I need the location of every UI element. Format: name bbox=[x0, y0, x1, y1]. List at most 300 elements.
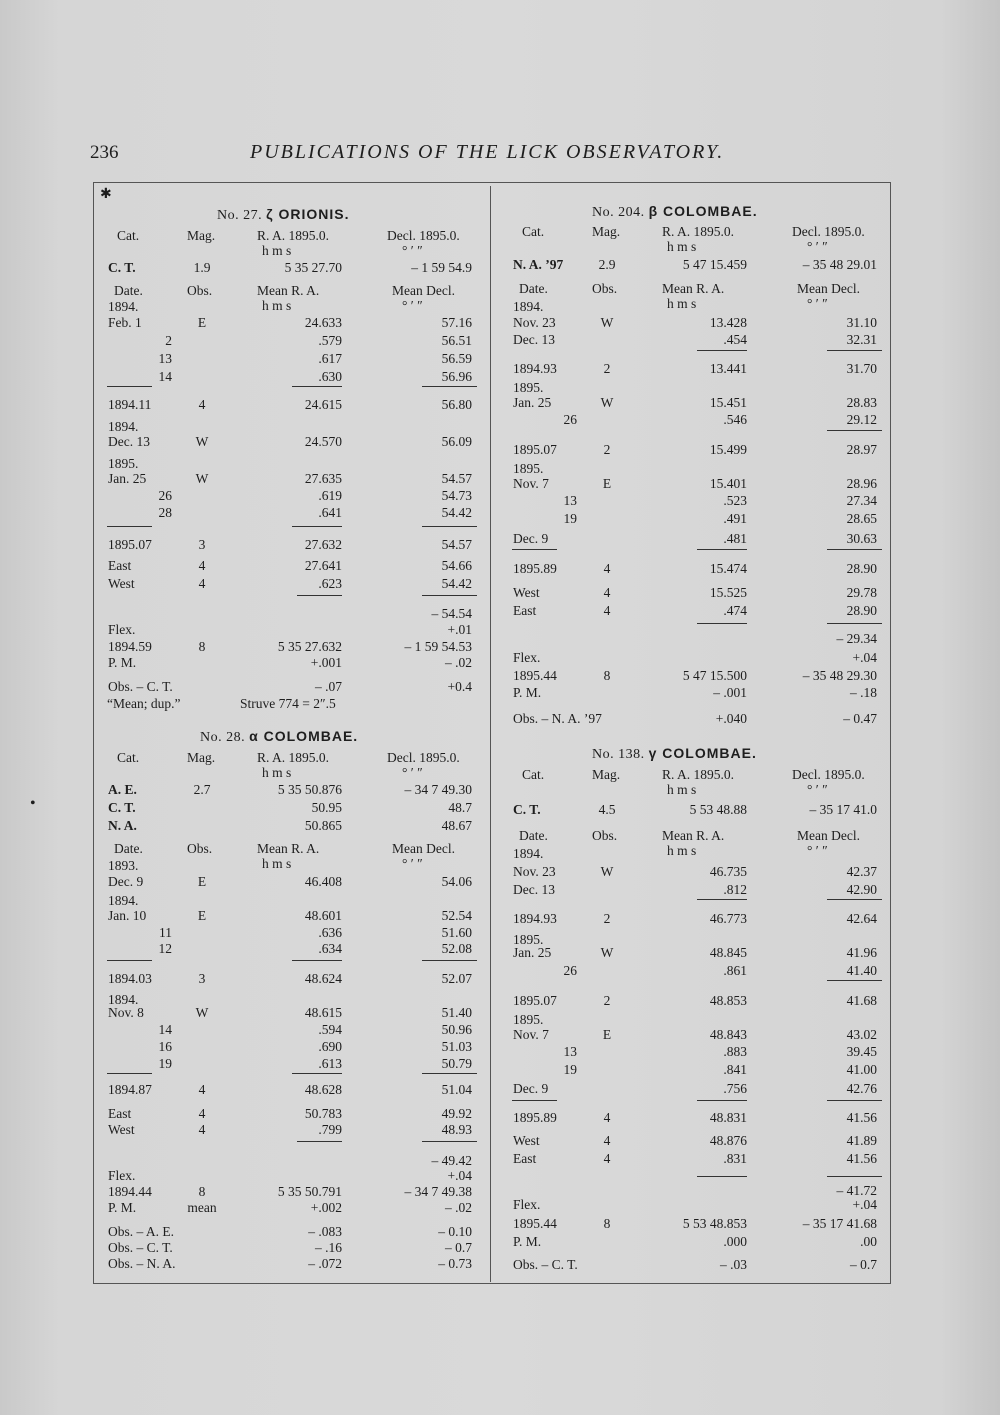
date-cell: East bbox=[513, 603, 537, 618]
ra-cell: 46.408 bbox=[304, 874, 342, 889]
decl-cell: – 0.73 bbox=[438, 1256, 472, 1271]
header-decl: Decl. 1895.0. bbox=[792, 767, 865, 782]
ra-cell: +.001 bbox=[310, 655, 342, 670]
date-cell: 11 bbox=[159, 925, 172, 940]
ra-cell: 27.635 bbox=[304, 471, 342, 486]
date-cell: 1895. bbox=[513, 461, 544, 476]
obs-cell: 8 bbox=[603, 1216, 611, 1231]
ra-cell: 48.624 bbox=[304, 971, 342, 986]
decl-cell: +.04 bbox=[852, 1197, 877, 1212]
date-cell: 26 bbox=[563, 963, 577, 978]
ra-cell: .690 bbox=[318, 1039, 342, 1054]
decl-cell: +0.4 bbox=[447, 679, 472, 694]
ra-cell: 50.783 bbox=[304, 1106, 342, 1121]
decl-cell: 54.06 bbox=[441, 874, 472, 889]
decl-cell: 28.90 bbox=[846, 561, 877, 576]
ra-cell: 27.632 bbox=[304, 537, 342, 552]
ra-cell: .617 bbox=[318, 351, 342, 366]
rule bbox=[292, 526, 342, 527]
rule bbox=[697, 899, 747, 900]
date-cell: Dec. 9 bbox=[513, 531, 549, 546]
decl-cell: 54.66 bbox=[441, 558, 472, 573]
date-cell: 1893. bbox=[108, 858, 139, 873]
obs-cell: 4 bbox=[198, 1106, 206, 1121]
ra-cell: 13.428 bbox=[709, 315, 747, 330]
obs-cell: W bbox=[600, 864, 614, 879]
decl-cell: – 0.47 bbox=[843, 711, 877, 726]
date-cell: 1894.93 bbox=[513, 911, 557, 926]
obs-cell: E bbox=[602, 476, 612, 491]
date-cell: 1895. bbox=[513, 932, 544, 947]
ra-cell: .491 bbox=[723, 511, 747, 526]
star-name: γ COLOMBAE. bbox=[648, 745, 757, 761]
decl-cell: – 0.10 bbox=[438, 1224, 472, 1239]
decl-cell: 41.96 bbox=[846, 945, 877, 960]
date-cell: Jan. 25 bbox=[513, 395, 552, 410]
obs-cell: 4 bbox=[603, 585, 611, 600]
date-cell: 1894. bbox=[108, 992, 139, 1007]
obs-cell: E bbox=[197, 315, 207, 330]
decl-cell: 31.10 bbox=[846, 315, 877, 330]
date-cell: 1895. bbox=[108, 456, 139, 471]
unit-hms: h m s bbox=[262, 856, 292, 871]
obs-cell: 4 bbox=[603, 603, 611, 618]
ra-cell: .454 bbox=[723, 332, 747, 347]
rule bbox=[297, 595, 342, 596]
obs-cell: 8 bbox=[198, 639, 206, 654]
ra-cell: .579 bbox=[318, 333, 342, 348]
decl-cell: .00 bbox=[860, 1234, 877, 1249]
obs-cell: 1.9 bbox=[193, 260, 211, 275]
obs-cell: W bbox=[195, 434, 209, 449]
ra-cell: 50.95 bbox=[311, 800, 342, 815]
date-cell: Flex. bbox=[513, 650, 541, 665]
ra-cell: 5 53 48.853 bbox=[682, 1216, 747, 1231]
obs-cell: 4 bbox=[198, 1082, 206, 1097]
date-cell: West bbox=[513, 1133, 540, 1148]
date-cell: Nov. 23 bbox=[513, 315, 556, 330]
date-cell: 1895. bbox=[513, 1012, 544, 1027]
obs-cell: 2.9 bbox=[598, 257, 616, 272]
rule bbox=[422, 1073, 477, 1074]
rule bbox=[827, 899, 882, 900]
star-number: No. 28. bbox=[200, 730, 250, 745]
ra-cell: 5 35 50.876 bbox=[277, 782, 342, 797]
decl-cell: 39.45 bbox=[846, 1044, 877, 1059]
running-head: PUBLICATIONS OF THE LICK OBSERVATORY. bbox=[250, 141, 725, 163]
date-cell: 1895.07 bbox=[108, 537, 152, 552]
date-cell: Nov. 7 bbox=[513, 1027, 549, 1042]
ra-cell: – .001 bbox=[713, 685, 747, 700]
rule bbox=[697, 350, 747, 351]
date-cell: Nov. 7 bbox=[513, 476, 549, 491]
header-mag: Mag. bbox=[592, 224, 621, 239]
star-title bbox=[200, 728, 358, 746]
decl-cell: – 34 7 49.38 bbox=[404, 1184, 472, 1199]
unit-dms: ° ′ ″ bbox=[807, 843, 828, 858]
rule bbox=[107, 386, 152, 387]
star-number: No. 138. bbox=[592, 747, 649, 762]
header-date: Date. bbox=[114, 841, 143, 856]
date-cell: Flex. bbox=[513, 1197, 541, 1212]
ra-cell: 15.525 bbox=[709, 585, 747, 600]
date-cell: West bbox=[513, 585, 540, 600]
decl-cell: 43.02 bbox=[846, 1027, 877, 1042]
header-obs: Obs. bbox=[187, 841, 213, 856]
ra-cell: 46.735 bbox=[709, 864, 747, 879]
ra-cell: .613 bbox=[318, 1056, 342, 1071]
obs-cell: E bbox=[602, 1027, 612, 1042]
date-cell: 14 bbox=[158, 1022, 172, 1037]
decl-cell: – 35 48 29.30 bbox=[802, 668, 877, 683]
decl-cell: 56.51 bbox=[441, 333, 472, 348]
ra-cell: .630 bbox=[318, 369, 342, 384]
date-cell: 1894. bbox=[108, 893, 139, 908]
date-cell: 28 bbox=[158, 505, 172, 520]
star-title bbox=[592, 203, 758, 221]
rule bbox=[827, 1176, 882, 1177]
ra-cell: +.002 bbox=[310, 1200, 342, 1215]
ra-cell: 5 47 15.459 bbox=[682, 257, 747, 272]
date-cell: East bbox=[513, 1151, 537, 1166]
header-decl: Decl. 1895.0. bbox=[387, 750, 460, 765]
decl-cell: – 35 17 41.0 bbox=[809, 802, 877, 817]
decl-cell: 50.96 bbox=[441, 1022, 472, 1037]
decl-cell: – .18 bbox=[850, 685, 877, 700]
rule bbox=[422, 595, 477, 596]
rule bbox=[422, 960, 477, 961]
ra-cell: 5 53 48.88 bbox=[689, 802, 747, 817]
date-cell: Feb. 1 bbox=[108, 315, 142, 330]
obs-cell: W bbox=[195, 471, 209, 486]
star-name: β COLOMBAE. bbox=[648, 203, 758, 219]
unit-hms: h m s bbox=[667, 296, 697, 311]
star-name: α COLOMBAE. bbox=[249, 728, 359, 744]
decl-cell: 41.56 bbox=[846, 1151, 877, 1166]
ra-cell: 5 35 27.70 bbox=[284, 260, 342, 275]
header-mean-decl: Mean Decl. bbox=[797, 828, 860, 843]
decl-cell: – 41.72 bbox=[836, 1183, 877, 1198]
date-cell: 1895.07 bbox=[513, 993, 557, 1008]
header-mag: Mag. bbox=[187, 228, 216, 243]
rule bbox=[107, 526, 152, 527]
date-cell: 13 bbox=[563, 493, 577, 508]
obs-cell: 4 bbox=[603, 1151, 611, 1166]
ra-cell: 24.615 bbox=[304, 397, 342, 412]
decl-cell: 29.12 bbox=[846, 412, 877, 427]
decl-cell: 30.63 bbox=[846, 531, 877, 546]
date-cell: 1895.44 bbox=[513, 668, 557, 683]
date-cell: 1894.87 bbox=[108, 1082, 152, 1097]
decl-cell: 56.96 bbox=[441, 369, 472, 384]
date-cell: 26 bbox=[563, 412, 577, 427]
date-cell: 1895.07 bbox=[513, 442, 557, 457]
decl-cell: 56.59 bbox=[441, 351, 472, 366]
decl-cell: 49.92 bbox=[441, 1106, 472, 1121]
ra-cell: 48.853 bbox=[709, 993, 747, 1008]
star-number: No. 27. bbox=[217, 208, 267, 223]
decl-cell: – 1 59 54.9 bbox=[411, 260, 472, 275]
header-obs: Obs. bbox=[187, 283, 213, 298]
star-title bbox=[217, 206, 349, 224]
header-ra: R. A. 1895.0. bbox=[662, 767, 735, 782]
note-struve: Struve 774 = 2″.5 bbox=[240, 696, 336, 711]
decl-cell: +.01 bbox=[447, 622, 472, 637]
header-date: Date. bbox=[114, 283, 143, 298]
date-cell: N. A. bbox=[108, 818, 137, 833]
date-cell: P. M. bbox=[513, 685, 542, 700]
ra-cell: 15.499 bbox=[709, 442, 747, 457]
ra-cell: 48.615 bbox=[304, 1005, 342, 1020]
ra-cell: .831 bbox=[723, 1151, 747, 1166]
ra-cell: 50.865 bbox=[304, 818, 342, 833]
date-cell: West bbox=[108, 576, 135, 591]
date-cell: Nov. 8 bbox=[108, 1005, 144, 1020]
rule bbox=[292, 386, 342, 387]
obs-cell: 2 bbox=[603, 911, 611, 926]
date-cell: 16 bbox=[158, 1039, 172, 1054]
obs-cell: 4 bbox=[198, 397, 206, 412]
obs-cell: mean bbox=[187, 1200, 217, 1215]
header-mean-ra: Mean R. A. bbox=[662, 828, 725, 843]
obs-cell: 8 bbox=[198, 1184, 206, 1199]
rule bbox=[297, 1141, 342, 1142]
decl-cell: 41.68 bbox=[846, 993, 877, 1008]
date-cell: Obs. – N. A. bbox=[108, 1256, 176, 1271]
header-mag: Mag. bbox=[592, 767, 621, 782]
unit-dms: ° ′ ″ bbox=[402, 856, 423, 871]
header-cat: Cat. bbox=[117, 228, 140, 243]
decl-cell: – 34 7 49.30 bbox=[404, 782, 472, 797]
ra-cell: 48.876 bbox=[709, 1133, 747, 1148]
date-cell: 1894.93 bbox=[513, 361, 557, 376]
rule bbox=[292, 960, 342, 961]
date-cell: 19 bbox=[563, 1062, 577, 1077]
obs-cell: W bbox=[600, 945, 614, 960]
ra-cell: 48.843 bbox=[709, 1027, 747, 1042]
date-cell: 2 bbox=[165, 333, 172, 348]
obs-cell: 4.5 bbox=[598, 802, 616, 817]
rule bbox=[697, 549, 747, 550]
obs-cell: W bbox=[195, 1005, 209, 1020]
ra-cell: – .07 bbox=[315, 679, 342, 694]
header-mean-ra: Mean R. A. bbox=[257, 283, 320, 298]
decl-cell: 54.73 bbox=[441, 488, 472, 503]
unit-hms: h m s bbox=[262, 765, 292, 780]
ra-cell: .641 bbox=[318, 505, 342, 520]
column-divider bbox=[490, 186, 491, 1282]
decl-cell: 56.09 bbox=[441, 434, 472, 449]
rule bbox=[827, 623, 882, 624]
note-mean-dup: “Mean; dup.” bbox=[107, 696, 181, 711]
decl-cell: 48.93 bbox=[441, 1122, 472, 1137]
decl-cell: 31.70 bbox=[846, 361, 877, 376]
header-decl: Decl. 1895.0. bbox=[792, 224, 865, 239]
ra-cell: .861 bbox=[723, 963, 747, 978]
margin-dot: • bbox=[30, 795, 36, 812]
date-cell: Obs. – C. T. bbox=[513, 1257, 578, 1272]
header-obs: Obs. bbox=[592, 828, 618, 843]
decl-cell: 32.31 bbox=[846, 332, 877, 347]
date-cell: P. M. bbox=[108, 655, 137, 670]
header-date: Date. bbox=[519, 828, 548, 843]
rule bbox=[697, 1176, 747, 1177]
obs-cell: 2 bbox=[603, 361, 611, 376]
header-date: Date. bbox=[519, 281, 548, 296]
decl-cell: – .02 bbox=[445, 655, 472, 670]
ra-cell: 5 47 15.500 bbox=[682, 668, 747, 683]
ra-cell: .623 bbox=[318, 576, 342, 591]
header-mean-decl: Mean Decl. bbox=[392, 283, 455, 298]
decl-cell: 56.80 bbox=[441, 397, 472, 412]
decl-cell: +.04 bbox=[852, 650, 877, 665]
date-cell: Obs. – C. T. bbox=[108, 1240, 173, 1255]
date-cell: 12 bbox=[158, 941, 172, 956]
decl-cell: 28.65 bbox=[846, 511, 877, 526]
date-cell: Dec. 13 bbox=[513, 882, 555, 897]
rule bbox=[827, 430, 882, 431]
ra-cell: 48.601 bbox=[304, 908, 342, 923]
ra-cell: .594 bbox=[318, 1022, 342, 1037]
ra-cell: 24.633 bbox=[304, 315, 342, 330]
decl-cell: 54.42 bbox=[441, 505, 472, 520]
decl-cell: 52.08 bbox=[441, 941, 472, 956]
header-cat: Cat. bbox=[522, 767, 545, 782]
date-cell: 19 bbox=[563, 511, 577, 526]
date-cell: East bbox=[108, 558, 132, 573]
date-cell: C. T. bbox=[513, 802, 541, 817]
ra-cell: .481 bbox=[723, 531, 747, 546]
ra-cell: 13.441 bbox=[709, 361, 747, 376]
obs-cell: 4 bbox=[198, 576, 206, 591]
obs-cell: E bbox=[197, 908, 207, 923]
asterisk-mark: ✱ bbox=[100, 187, 112, 202]
date-cell: West bbox=[108, 1122, 135, 1137]
decl-cell: – 29.34 bbox=[836, 631, 877, 646]
decl-cell: 28.96 bbox=[846, 476, 877, 491]
decl-cell: 57.16 bbox=[441, 315, 472, 330]
rule bbox=[697, 623, 747, 624]
date-cell: 13 bbox=[158, 351, 172, 366]
ra-cell: .474 bbox=[723, 603, 747, 618]
ra-cell: 48.831 bbox=[709, 1110, 747, 1125]
unit-hms: h m s bbox=[667, 843, 697, 858]
header-mean-ra: Mean R. A. bbox=[662, 281, 725, 296]
rule bbox=[422, 1141, 477, 1142]
unit-dms: ° ′ ″ bbox=[402, 765, 423, 780]
ra-cell: .883 bbox=[723, 1044, 747, 1059]
date-cell: N. A. ’97 bbox=[513, 257, 564, 272]
decl-cell: – 0.7 bbox=[445, 1240, 472, 1255]
ra-cell: 15.401 bbox=[709, 476, 747, 491]
ra-cell: 15.474 bbox=[709, 561, 747, 576]
rule bbox=[827, 1100, 882, 1101]
header-ra: R. A. 1895.0. bbox=[662, 224, 735, 239]
ra-cell: .841 bbox=[723, 1062, 747, 1077]
ra-cell: 48.628 bbox=[304, 1082, 342, 1097]
date-cell: Obs. – N. A. ’97 bbox=[513, 711, 602, 726]
ra-cell: +.040 bbox=[715, 711, 747, 726]
decl-cell: 52.07 bbox=[441, 971, 472, 986]
decl-cell: 48.7 bbox=[448, 800, 472, 815]
date-cell: Jan. 25 bbox=[513, 945, 552, 960]
unit-dms: ° ′ ″ bbox=[807, 782, 828, 797]
ra-cell: – .03 bbox=[720, 1257, 747, 1272]
unit-hms: h m s bbox=[262, 298, 292, 313]
ra-cell: 24.570 bbox=[304, 434, 342, 449]
obs-cell: 2.7 bbox=[193, 782, 211, 797]
ra-cell: .812 bbox=[723, 882, 747, 897]
ra-cell: .619 bbox=[318, 488, 342, 503]
rule bbox=[107, 960, 152, 961]
date-cell: 1895.44 bbox=[513, 1216, 557, 1231]
date-cell: Nov. 23 bbox=[513, 864, 556, 879]
date-cell: 19 bbox=[158, 1056, 172, 1071]
decl-cell: 42.76 bbox=[846, 1081, 877, 1096]
decl-cell: 42.37 bbox=[846, 864, 877, 879]
date-cell: C. T. bbox=[108, 260, 136, 275]
date-cell: Flex. bbox=[108, 1168, 136, 1183]
date-cell: Dec. 13 bbox=[513, 332, 555, 347]
obs-cell: 4 bbox=[198, 1122, 206, 1137]
date-cell: Dec. 9 bbox=[108, 874, 144, 889]
decl-cell: 41.40 bbox=[846, 963, 877, 978]
ra-cell: 5 35 50.791 bbox=[277, 1184, 342, 1199]
header-ra: R. A. 1895.0. bbox=[257, 228, 330, 243]
rule bbox=[292, 1073, 342, 1074]
date-cell: 1895. bbox=[513, 380, 544, 395]
obs-cell: W bbox=[600, 395, 614, 410]
date-cell: 1894.44 bbox=[108, 1184, 152, 1199]
star-number: No. 204. bbox=[592, 205, 649, 220]
rule bbox=[827, 350, 882, 351]
decl-cell: 41.56 bbox=[846, 1110, 877, 1125]
date-cell: P. M. bbox=[108, 1200, 137, 1215]
decl-cell: 48.67 bbox=[441, 818, 472, 833]
date-cell: Obs. – A. E. bbox=[108, 1224, 175, 1239]
rule bbox=[422, 386, 477, 387]
decl-cell: – 54.54 bbox=[431, 606, 472, 621]
date-cell: 1894. bbox=[108, 419, 139, 434]
obs-cell: 2 bbox=[603, 442, 611, 457]
decl-cell: 42.64 bbox=[846, 911, 877, 926]
header-ra: R. A. 1895.0. bbox=[257, 750, 330, 765]
decl-cell: 51.40 bbox=[441, 1005, 472, 1020]
obs-cell: 3 bbox=[198, 971, 206, 986]
star-title bbox=[592, 745, 757, 763]
decl-cell: 28.97 bbox=[846, 442, 877, 457]
decl-cell: – 0.7 bbox=[850, 1257, 877, 1272]
obs-cell: W bbox=[600, 315, 614, 330]
date-cell: P. M. bbox=[513, 1234, 542, 1249]
ra-cell: .000 bbox=[723, 1234, 747, 1249]
rule bbox=[512, 1100, 557, 1101]
ra-cell: 46.773 bbox=[709, 911, 747, 926]
unit-hms: h m s bbox=[262, 243, 292, 258]
obs-cell: 3 bbox=[198, 537, 206, 552]
unit-dms: ° ′ ″ bbox=[402, 243, 423, 258]
ra-cell: – .072 bbox=[308, 1256, 342, 1271]
date-cell: Dec. 9 bbox=[513, 1081, 549, 1096]
date-cell: A. E. bbox=[108, 782, 137, 797]
header-cat: Cat. bbox=[522, 224, 545, 239]
unit-dms: ° ′ ″ bbox=[402, 298, 423, 313]
obs-cell: 4 bbox=[603, 1110, 611, 1125]
rule bbox=[512, 549, 557, 550]
decl-cell: 41.00 bbox=[846, 1062, 877, 1077]
unit-dms: ° ′ ″ bbox=[807, 296, 828, 311]
date-cell: 1895.89 bbox=[513, 1110, 557, 1125]
